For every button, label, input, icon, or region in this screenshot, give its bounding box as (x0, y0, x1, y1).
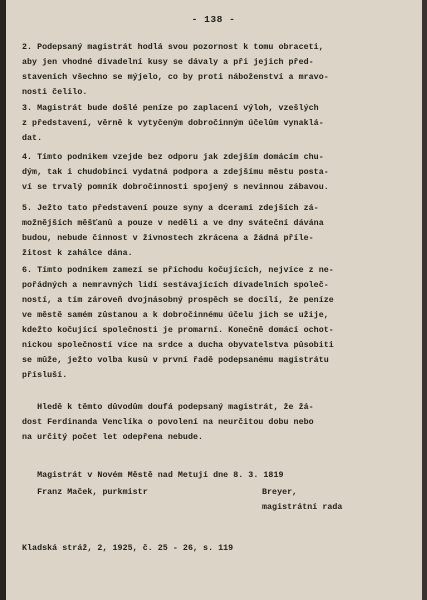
text-line: z představení, věrně k vytyčeným dobročinným účelům vynaklá- (22, 119, 324, 128)
text-line: žitost k zahálce dána. (22, 249, 133, 258)
place-date: Magistrát v Novém Městě nad Metují dne 8. 3. 1819 (22, 471, 284, 480)
signer-councillor (262, 485, 412, 515)
text-line: budou, nebude činnost v živnostech zkrácena a žádná příle- (22, 234, 314, 243)
signer-councillor-name: Breyer, (262, 488, 298, 497)
scan-edge-left (0, 0, 6, 600)
source-text: Kladská stráž, 2, 1925, č. 25 - 26, s. 119 (22, 544, 234, 553)
text-line: nickou společností více na srdce a ducha obyvatelstva působiti (22, 341, 334, 350)
text-line: 4. Tímto podnikem vzejde bez odporu jak zdejším domácím chu- (22, 153, 324, 162)
text-line: kdežto kočující společnosti je promarní. Konečně domácí ochot- (22, 326, 334, 335)
page-number: - 138 - (191, 14, 236, 25)
text-line: dat. (22, 134, 43, 143)
paragraph-3 (22, 101, 417, 146)
text-line: 2. Podepsaný magistrát hodlá svou pozornost k tomu obraceti, (22, 43, 324, 52)
paragraph-5 (22, 201, 417, 261)
text-line: pořádných a nemravných lidí sestávajících divadelních společ- (22, 281, 329, 290)
paragraph-6 (22, 263, 417, 383)
text-line: 5. Ježto tato představení pouze syny a dcerami zdejších zá- (22, 204, 319, 213)
text-line: dým, tak i chudobinci vydatná podpora a zdejšímu městu posta- (22, 168, 329, 177)
scan-edge-right (422, 0, 427, 600)
text-line: 6. Tímto podnikem zamezí se příchodu kočujících, nejvíce z ne- (22, 266, 334, 275)
text-line: 3. Magistrát bude došlé peníze po zaplacení výloh, vzešlých (22, 104, 319, 113)
text-line: ve městě samém zůstanou a k dobročinnému účelu jich se užije, (22, 311, 329, 320)
text-line: staveních všechno se mýjelo, co by proti náboženství a mravo- (22, 73, 329, 82)
text-line: aby jen vhodné divadelní kusy se dávaly a při jejich před- (22, 58, 314, 67)
signer-councillor-title: magistrátní rada (262, 503, 343, 512)
paragraph-4 (22, 150, 417, 195)
text-line: na určitý počet let odepřena nebude. (22, 433, 204, 442)
signature-block (22, 468, 417, 483)
text-line: dost Ferdinanda Venclíka o povolení na neurčitou dobu nebo (22, 418, 314, 427)
text-line: Hledě k těmto důvodům doufá podepsaný magistrát, že žá- (22, 403, 314, 412)
paragraph-2 (22, 40, 417, 100)
closing-paragraph (22, 400, 417, 445)
text-line: ví se trvalý pomník dobročinnosti spojený s nevinnou zábavou. (22, 183, 329, 192)
text-line: nosti čelilo. (22, 88, 88, 97)
text-line: přísluší. (22, 371, 68, 380)
text-line: se může, ježto volba kusů v první řadě podepsanému magistrátu (22, 356, 329, 365)
source-citation (22, 541, 417, 556)
text-line: možnějších měšťanů a pouze v neděli a ve dny sváteční dávána (22, 219, 324, 228)
signer-mayor: Franz Maček, purkmistr (22, 488, 148, 497)
text-line: ností, a tím zároveň dvojnásobný prospěch se docílí, že peníze (22, 296, 334, 305)
